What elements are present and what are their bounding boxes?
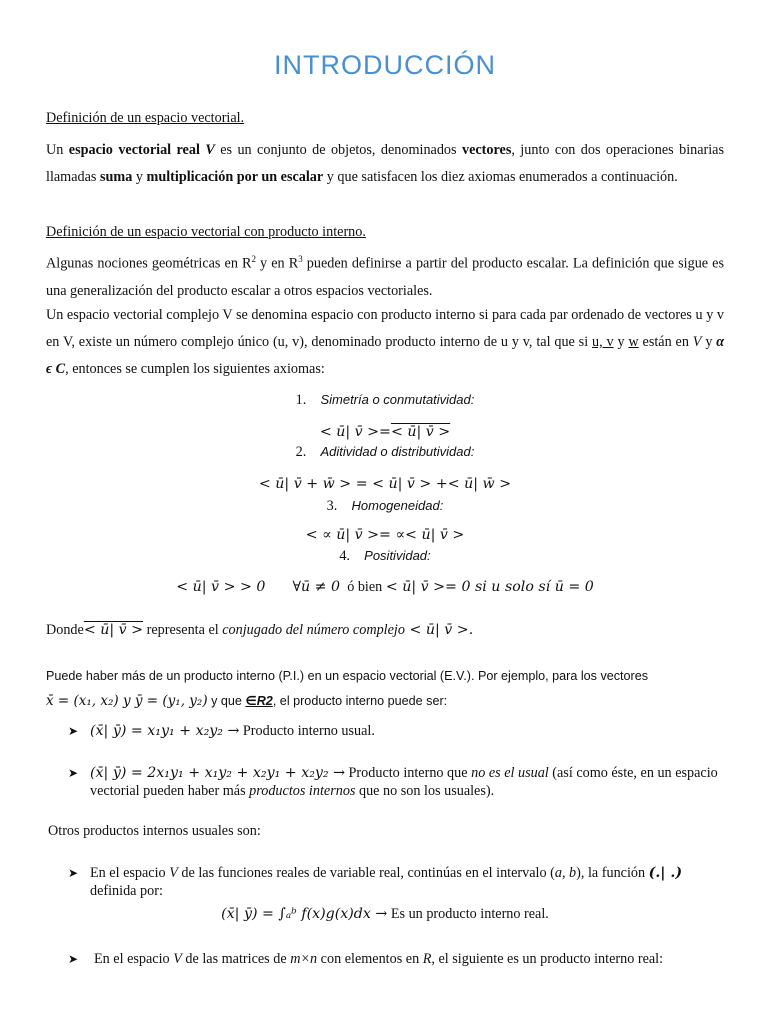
axiom-2-formula: < ū| v̄ + w̄ > = < ū| v̄ > +< ū| w̄ > [258, 476, 512, 492]
heading-vector-space: Definición de un espacio vectorial. [46, 110, 245, 126]
arrow-bullet-icon: ➤ [68, 866, 79, 880]
page-title: INTRODUCCIÓN [274, 50, 496, 80]
heading-inner-product-space: Definición de un espacio vectorial con producto interno. [46, 224, 366, 240]
conjugate-note: Donde< ū| v̄ > representa el conjugado del número complejo < ū| v̄ >. [46, 622, 474, 638]
axiom-4-formula: < ū| v̄ > > 0 ∀ū ≠ 0 ó bien < ū| v̄ >= 0 si u solo sí ū = 0 [176, 579, 594, 595]
multiple-inner-products-text: Puede haber más de un producto interno (P.I.) en un espacio vectorial (E.V.). Por ejemplo, para los vectores x̄ = (x₁, x₂) y ȳ = (y₁, y₂) y que ∈R2, el producto interno puede ser: [46, 669, 649, 709]
bullet-matrices: En el espacio V de las matrices de m×n con elementos en R, el siguiente es un producto interno real: [94, 951, 664, 967]
paragraph-geometric-notions: Algunas nociones geométricas en $R^2$ y en $R^3$ pueden definirse a partir del producto escalar. La definición que sigue es una generalización del producto escalar a otros espacios vectoriales. [46, 254, 724, 299]
bullet-non-usual-product: (x̄| ȳ) = 2x₁y₁ + x₁y₂ + x₂y₁ + x₂y₂ → Producto interno que no es el usual (así como éste, en un espacio vectorial pueden haber más productos internos que no son los usuales). [90, 765, 718, 799]
axiom-3-formula: < ∝ ū| v̄ >= ∝< ū| v̄ > [305, 527, 465, 543]
other-products-heading: Otros productos internos usuales son: [48, 823, 261, 839]
axiom-3-title: 3. Homogeneidad: [326, 498, 444, 514]
arrow-bullet-icon: ➤ [68, 724, 79, 738]
paragraph-vector-space: Un espacio vectorial real V es un conjunto de objetos, denominados vectores, junto con dos operaciones binarias llamadas suma y multiplicación por un escalar y que satisfacen los diez axiomas enumerados a continuación. [46, 142, 725, 185]
paragraph-complex-space: Un espacio vectorial complejo V se denomina espacio con producto interno si para cada par ordenado de vectores u y v en V, existe un número complejo único (u, v), denominado producto interno de u y v, tal que si u, v y w están en V y α ϵ C, entonces se cumplen los siguientes axiomas: [46, 307, 725, 377]
arrow-bullet-icon: ➤ [68, 766, 79, 780]
bullet-usual-product: (x̄| ȳ) = x₁y₁ + x₂y₂ → Producto interno usual. [90, 723, 375, 739]
axiom-1-title: 1. Simetría o conmutatividad: [295, 392, 475, 408]
axiom-4-title: 4. Positividad: [339, 548, 431, 564]
axiom-2-title: 2. Aditividad o distributividad: [295, 444, 475, 460]
integral-inner-product: (x̄| ȳ) = ∫ₐᵇ f(x)g(x)dx → Es un producto interno real. [221, 906, 549, 922]
bullet-real-functions: En el espacio V de las funciones reales de variable real, continúas en el intervalo (a, b), la función (.| .) definida por: [90, 865, 683, 899]
arrow-bullet-icon: ➤ [68, 952, 79, 966]
axiom-1-formula: < ū| v̄ >=< ū| v̄ > [319, 424, 451, 440]
